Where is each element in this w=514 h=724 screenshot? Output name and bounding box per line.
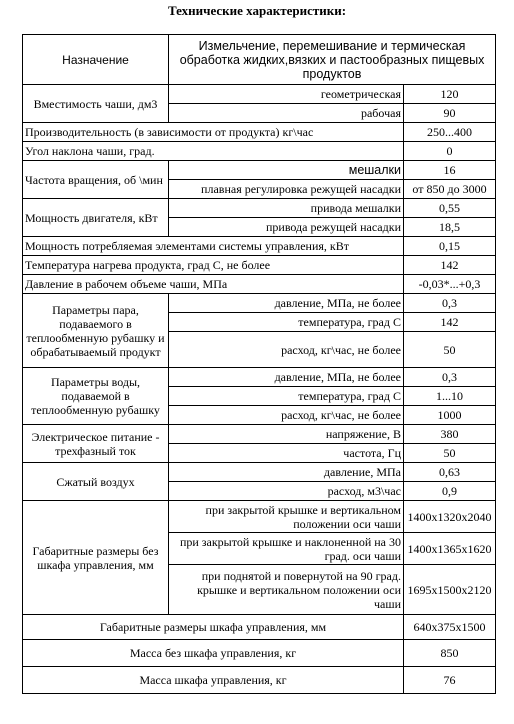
row-sublabel: при закрытой крышке и наклоненной на 30 град. оси чаши (169, 533, 404, 565)
row-value: Измельчение, перемешивание и термическая обработка жидких,вязких и пастообразных пищевых продуктов (169, 35, 496, 85)
row-value: 0,63 (404, 463, 496, 482)
row-value: 142 (404, 313, 496, 332)
row-value: 1400х1365х1620 (404, 533, 496, 565)
row-value: от 850 до 3000 (404, 180, 496, 199)
row-label: Параметры воды, подаваемой в теплообменную рубашку (23, 368, 169, 425)
row-value: 380 (404, 425, 496, 444)
table-row (23, 237, 496, 256)
row-sublabel: температура, град С (169, 313, 404, 332)
row-value: 1400х1320х2040 (404, 501, 496, 533)
row-sublabel: давление, МПа (169, 463, 404, 482)
specs-table (22, 34, 496, 694)
row-label: Температура нагрева продукта, град С, не более (23, 256, 404, 275)
row-value: 850 (404, 640, 496, 667)
row-sublabel: привода режущей насадки (169, 218, 404, 237)
table-row (23, 35, 496, 85)
row-sublabel: напряжение, В (169, 425, 404, 444)
row-sublabel: рабочая (169, 104, 404, 123)
row-value: 0,3 (404, 368, 496, 387)
row-value: 0,9 (404, 482, 496, 501)
row-value: 0,15 (404, 237, 496, 256)
table-row (23, 368, 496, 387)
row-value: 120 (404, 85, 496, 104)
table-row (23, 425, 496, 444)
row-sublabel: расход, м3\час (169, 482, 404, 501)
row-value: 50 (404, 444, 496, 463)
table-row (23, 199, 496, 218)
row-label: Сжатый воздух (23, 463, 169, 501)
row-value: 16 (404, 161, 496, 180)
page-title: Технические характеристики: (167, 3, 347, 18)
row-sublabel: давление, МПа, не более (169, 294, 404, 313)
row-sublabel: при закрытой крышке и вертикальном положении оси чаши (169, 501, 404, 533)
table-row (23, 123, 496, 142)
table-row (23, 142, 496, 161)
row-sublabel: давление, МПа, не более (169, 368, 404, 387)
row-value: 0,3 (404, 294, 496, 313)
row-sublabel: расход, кг\час, не более (169, 406, 404, 425)
row-label: Угол наклона чаши, град. (23, 142, 404, 161)
row-label: Вместимость чаши, дм3 (23, 85, 169, 123)
row-label: Параметры пара, подаваемого в теплообменную рубашку и обрабатываемый продукт (23, 294, 169, 368)
row-label: Давление в рабочем объеме чаши, МПа (23, 275, 404, 294)
row-label: Назначение (23, 35, 169, 85)
row-sublabel: расход, кг\час, не более (169, 332, 404, 368)
row-sublabel: частота, Гц (169, 444, 404, 463)
table-row (23, 615, 496, 640)
row-sublabel: плавная регулировка режущей насадки (169, 180, 404, 199)
row-value: 76 (404, 667, 496, 694)
row-value: 640х375х1500 (404, 615, 496, 640)
table-row (23, 640, 496, 667)
row-value: 90 (404, 104, 496, 123)
row-label: Габаритные размеры без шкафа управления, мм (23, 501, 169, 615)
row-label: Габаритные размеры шкафа управления, мм (23, 615, 404, 640)
row-sublabel: мешалки (169, 161, 404, 180)
row-label: Частота вращения, об \мин (23, 161, 169, 199)
row-sublabel: привода мешалки (169, 199, 404, 218)
row-label: Электрическое питание - трехфазный ток (23, 425, 169, 463)
row-label: Мощность двигателя, кВт (23, 199, 169, 237)
row-label: Мощность потребляемая элементами системы управления, кВт (23, 237, 404, 256)
row-value: 50 (404, 332, 496, 368)
row-value: 1...10 (404, 387, 496, 406)
row-label: Производительность (в зависимости от продукта) кг\час (23, 123, 404, 142)
table-row (23, 85, 496, 104)
row-label: Масса шкафа управления, кг (23, 667, 404, 694)
row-label: Масса без шкафа управления, кг (23, 640, 404, 667)
row-value: 0,55 (404, 199, 496, 218)
row-value: 1695х1500х2120 (404, 565, 496, 615)
row-value: 18,5 (404, 218, 496, 237)
table-row (23, 256, 496, 275)
row-sublabel: температура, град С (169, 387, 404, 406)
table-row (23, 501, 496, 533)
row-value: 1000 (404, 406, 496, 425)
table-row (23, 161, 496, 180)
row-value: 0 (404, 142, 496, 161)
table-row (23, 294, 496, 313)
table-row (23, 275, 496, 294)
row-value: 142 (404, 256, 496, 275)
table-row (23, 463, 496, 482)
row-sublabel: при поднятой и повернутой на 90 град. крышке и вертикальном положении оси чаши (169, 565, 404, 615)
row-value: -0,03*...+0,3 (404, 275, 496, 294)
row-value: 250...400 (404, 123, 496, 142)
row-sublabel: геометрическая (169, 85, 404, 104)
table-row (23, 667, 496, 694)
